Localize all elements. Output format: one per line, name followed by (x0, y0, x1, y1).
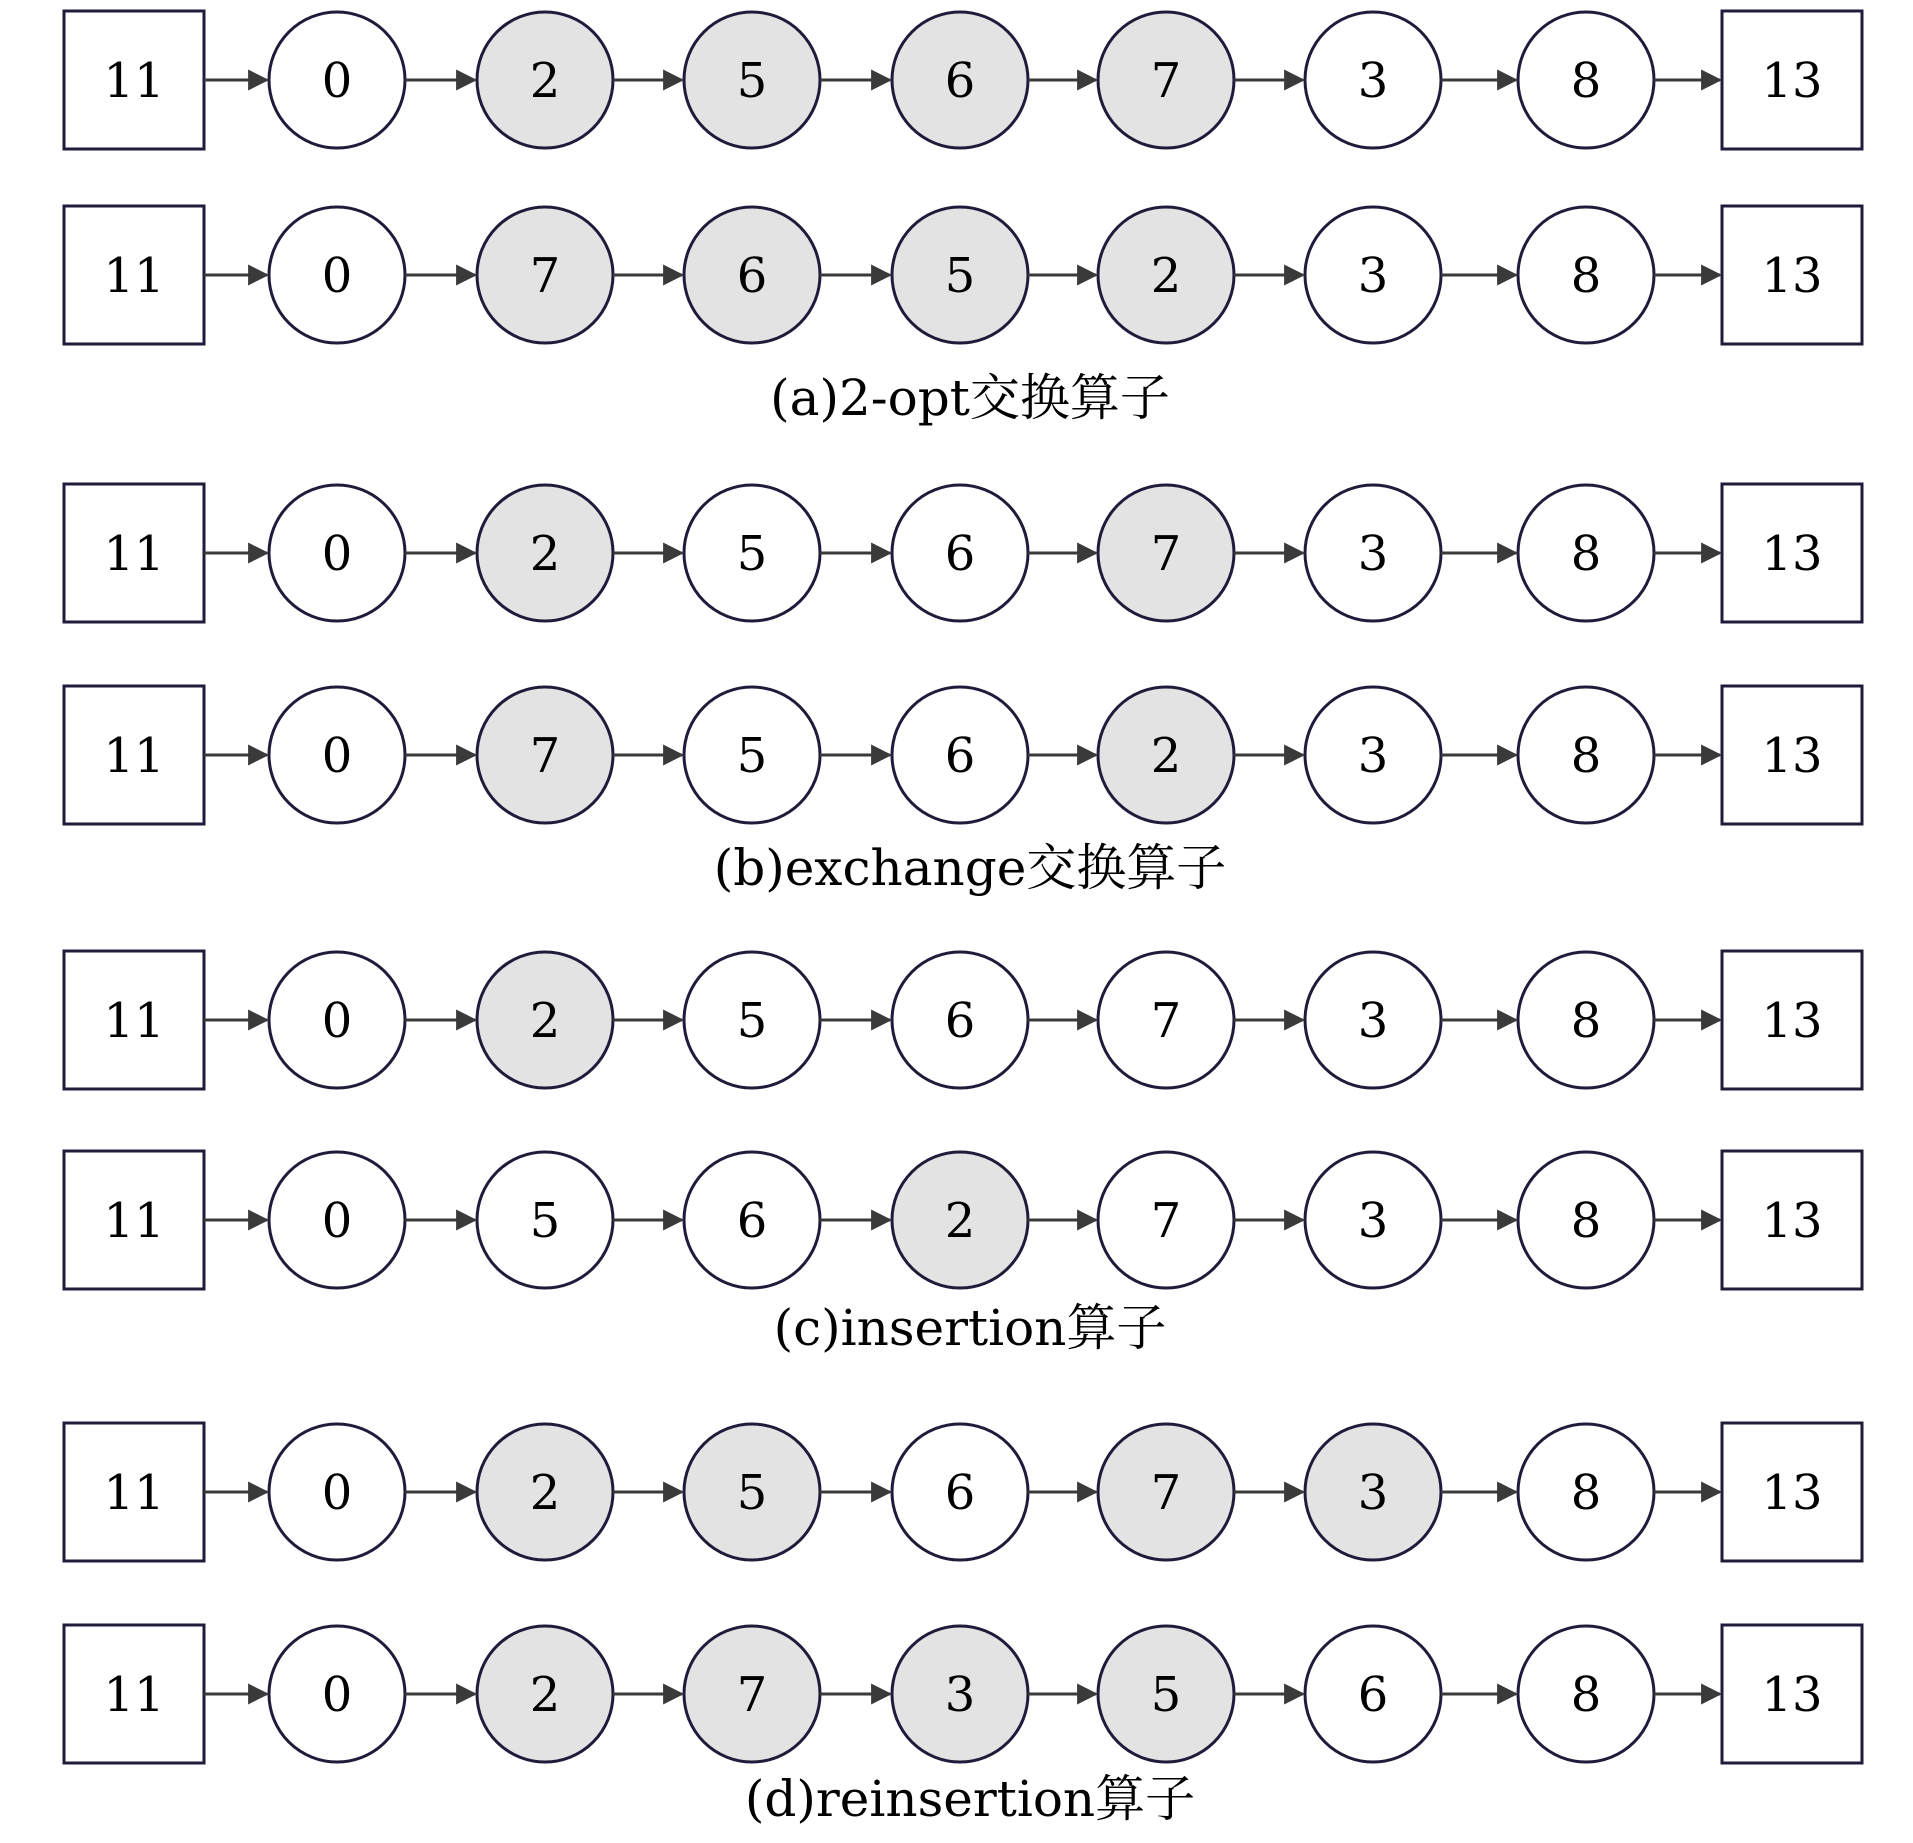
customer-node-label: 7 (1150, 993, 1182, 1049)
customer-node-label: 3 (1357, 728, 1389, 784)
customer-node-label: 5 (736, 53, 768, 109)
customer-node-label: 2 (529, 993, 561, 1049)
customer-node-label: 3 (1357, 526, 1389, 582)
customer-node-label: 2 (944, 1193, 976, 1249)
customer-node-label: 5 (736, 728, 768, 784)
start-depot-label: 11 (103, 993, 165, 1049)
customer-node-label: 5 (529, 1193, 561, 1249)
customer-node-label: 3 (1357, 53, 1389, 109)
customer-node-label: 2 (529, 1667, 561, 1723)
start-depot-label: 11 (103, 248, 165, 304)
customer-node-label: 2 (1150, 728, 1182, 784)
customer-node-label: 7 (1150, 1465, 1182, 1521)
customer-node-label: 3 (1357, 248, 1389, 304)
customer-node-label: 0 (321, 53, 353, 109)
customer-node-label: 5 (1150, 1667, 1182, 1723)
customer-node-label: 0 (321, 1193, 353, 1249)
customer-node-label: 7 (1150, 526, 1182, 582)
customer-node-label: 7 (736, 1667, 768, 1723)
end-depot-label: 13 (1761, 53, 1823, 109)
start-depot-label: 11 (103, 728, 165, 784)
end-depot-label: 13 (1761, 526, 1823, 582)
panel-caption: (c)insertion算子 (773, 1299, 1167, 1357)
customer-node-label: 6 (1357, 1667, 1389, 1723)
customer-node-label: 8 (1570, 248, 1602, 304)
panel-caption: (b)exchange交换算子 (713, 839, 1227, 897)
customer-node-label: 3 (1357, 993, 1389, 1049)
customer-node-label: 8 (1570, 526, 1602, 582)
customer-node-label: 2 (529, 526, 561, 582)
customer-node-label: 6 (944, 1465, 976, 1521)
start-depot-label: 11 (103, 1465, 165, 1521)
customer-node-label: 6 (944, 526, 976, 582)
end-depot-label: 13 (1761, 1193, 1823, 1249)
end-depot-label: 13 (1761, 728, 1823, 784)
customer-node-label: 0 (321, 728, 353, 784)
customer-node-label: 0 (321, 248, 353, 304)
customer-node-label: 5 (736, 993, 768, 1049)
panel-caption: (a)2-opt交换算子 (770, 369, 1170, 427)
customer-node-label: 6 (944, 53, 976, 109)
end-depot-label: 13 (1761, 993, 1823, 1049)
customer-node-label: 0 (321, 993, 353, 1049)
customer-node-label: 2 (529, 1465, 561, 1521)
customer-node-label: 3 (944, 1667, 976, 1723)
customer-node-label: 8 (1570, 1667, 1602, 1723)
customer-node-label: 6 (736, 1193, 768, 1249)
panel-caption: (d)reinsertion算子 (744, 1770, 1196, 1828)
start-depot-label: 11 (103, 1667, 165, 1723)
end-depot-label: 13 (1761, 248, 1823, 304)
customer-node-label: 8 (1570, 53, 1602, 109)
customer-node-label: 0 (321, 1667, 353, 1723)
start-depot-label: 11 (103, 53, 165, 109)
customer-node-label: 6 (736, 248, 768, 304)
customer-node-label: 8 (1570, 993, 1602, 1049)
customer-node-label: 2 (529, 53, 561, 109)
start-depot-label: 11 (103, 526, 165, 582)
customer-node-label: 8 (1570, 1465, 1602, 1521)
customer-node-label: 6 (944, 993, 976, 1049)
customer-node-label: 5 (944, 248, 976, 304)
customer-node-label: 3 (1357, 1193, 1389, 1249)
end-depot-label: 13 (1761, 1465, 1823, 1521)
customer-node-label: 0 (321, 526, 353, 582)
customer-node-label: 6 (944, 728, 976, 784)
customer-node-label: 3 (1357, 1465, 1389, 1521)
customer-node-label: 7 (1150, 53, 1182, 109)
customer-node-label: 5 (736, 526, 768, 582)
customer-node-label: 0 (321, 1465, 353, 1521)
customer-node-label: 5 (736, 1465, 768, 1521)
customer-node-label: 7 (1150, 1193, 1182, 1249)
customer-node-label: 8 (1570, 1193, 1602, 1249)
customer-node-label: 2 (1150, 248, 1182, 304)
end-depot-label: 13 (1761, 1667, 1823, 1723)
customer-node-label: 7 (529, 248, 561, 304)
customer-node-label: 7 (529, 728, 561, 784)
customer-node-label: 8 (1570, 728, 1602, 784)
start-depot-label: 11 (103, 1193, 165, 1249)
